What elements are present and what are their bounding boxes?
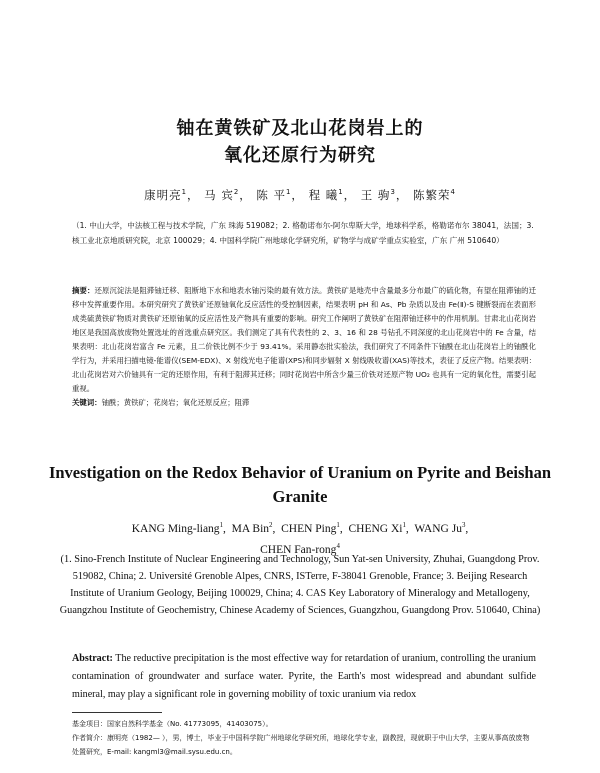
author-cn: 陈繁荣 xyxy=(412,188,451,202)
abstract-cn xyxy=(72,284,536,410)
footnote-author: 作者简介：康明亮（1982— ），男，博士，毕业于中国科学院广州地球化学研究所，地球化学专业，副教授，现就职于中山大学，主要从事高放废物处置研究，E-mail: kangml3@mail.sysu.edu.cn。 xyxy=(72,734,530,756)
author-cn: 马 宾 xyxy=(204,188,234,202)
author-sup: 1 xyxy=(286,188,292,197)
author-sup: 1 xyxy=(181,188,188,197)
author-sup: 1 xyxy=(336,522,340,529)
keywords-cn: 铀酰；黄铁矿；花岗岩；氧化还原反应；阻滞 xyxy=(101,398,250,407)
abstract-cn-text: 还原沉淀法是阻滞铀迁移、阻断地下水和地表水铀污染的最有效方法。黄铁矿是地壳中含量最多分布最广的硫化物，有望在阻滞铀的迁移中发挥重要作用。本研究研究了黄铁矿还原铀氧化反应活性的受控制因素，结果表明 pH 和 As、Pb 杂质以及由 Fe(Ⅱ)-S 键断裂而在表面形成类硫黄铁矿物质对黄铁矿还原铀氧的反应活性及产物具有重要的影响。研究工作阐明了黄铁矿在阻滞铀迁移中的作用机制。甘肃北山花岗岩地区是我国高放废物处置选址的首选重点研究区。我们测定了具有代表性的 2、3、16 和 28 号钻孔不同深度的北山花岗岩中的 Fe 含量，结果表明：北山花岗岩富含 Fe 元素，且二价铁比例不少于 93.41%。采用静态批实验法，我们研究了不同条件下铀酰在北山花岗岩上的铀酰化学行为，并采用扫描电镜-能谱仪(SEM-EDX)、X 射线光电子能谱(XPS)和同步辐射 X 射线吸收谱(XAS)等技术，表征了反应产物。结果表明：北山花岗岩对六价铀具有一定的还原作用，有利于阻滞其迁移；同时花岗岩中所含少量三价铁对还原产物 UO₂ 也具有一定的氧化性，需要引起重视。 xyxy=(72,286,536,393)
abstract-cn-label: 摘要： xyxy=(72,286,95,295)
author-en: CHENG Xi xyxy=(348,522,403,535)
authors-cn: 康明亮$^1$， 马 宾$^2$， 陈 平$^1$， 程 曦$^1$， 王 驹$^3$， 陈繁荣$^4$ xyxy=(144,188,456,202)
abstract-en xyxy=(72,650,536,704)
author-cn: 陈 平 xyxy=(256,188,287,202)
author-cn: 程 曦 xyxy=(308,188,339,202)
author-sup: 2 xyxy=(269,522,273,529)
author-sup: 1 xyxy=(402,522,406,529)
author-sup: 3 xyxy=(461,522,466,529)
title-cn-line1: 铀在黄铁矿及北山花岗岩上的 xyxy=(176,118,424,139)
author-sup: 1 xyxy=(338,188,344,197)
title-cn-line2: 氧化还原行为研究 xyxy=(224,145,376,166)
abstract-en-label: Abstract: xyxy=(72,653,113,664)
author-en: CHEN Fan-rong xyxy=(260,543,337,556)
abstract-en-text: The reductive precipitation is the most effective way for retardation of uranium, controlling the uranium contamination of groundwater and surface water. Pyrite, the Earth's most widespread and abundant sulfide mineral, may play a significant role in governing mobility of toxic uranium via redox xyxy=(72,653,536,700)
author-cn: 康明亮 xyxy=(144,188,182,202)
author-sup: 2 xyxy=(233,188,240,197)
author-sup: 1 xyxy=(219,522,224,529)
author-cn: 王 驹 xyxy=(360,188,391,202)
author-sup: 3 xyxy=(390,188,396,197)
affiliations-en: (1. Sino-French Institute of Nuclear Engineering and Technology, Sun Yat-sen University, Zhuhai, Guangdong Prov. 519082, China; 2. Université Grenoble Alpes, CNRS, ISTerre, F-38041 Grenoble, France; 3. Beijing Research Institute of Uranium Geology, Beijing 100029, China; 4. CAS Key Laboratory of Mineralogy and Metallogeny, Guangzhou Institute of Geochemistry, Chinese Academy of Sciences, Guangzhou, Guangdong Prov. 510640, China) xyxy=(59,554,541,616)
keywords-cn-label: 关键词： xyxy=(72,398,102,407)
author-en: CHEN Ping xyxy=(281,522,337,535)
author-en: KANG Ming-liang xyxy=(131,522,220,535)
author-sup: 4 xyxy=(336,542,340,550)
footnote-divider xyxy=(72,712,162,713)
authors-en: KANG Ming-liang$^1$, MA Bin$^2$, CHEN Ping$^1$, CHENG Xi$^1$, WANG Ju$^3$, CHEN Fan-rong$^4$ xyxy=(131,522,469,556)
author-en: MA Bin xyxy=(231,522,270,535)
affiliations-cn: （1. 中山大学，中法核工程与技术学院，广东 珠海 519082；2. 格勒诺布尔-阿尔卑斯大学，地球科学系，格勒诺布尔 38041，法国；3. 核工业北京地质研究院，北京 100029；4. 中国科学院广州地球化学研究所，矿物学与成矿学重点实验室，广东 广州 510640） xyxy=(72,221,534,245)
footnotes xyxy=(72,717,536,759)
title-en: Investigation on the Redox Behavior of Uranium on Pyrite and Beishan Granite xyxy=(48,463,552,506)
author-en: WANG Ju xyxy=(414,522,462,535)
author-sup: 4 xyxy=(450,188,456,197)
footnote-fund: 基金项目：国家自然科学基金（No. 41773095，41403075）。 xyxy=(72,720,273,728)
